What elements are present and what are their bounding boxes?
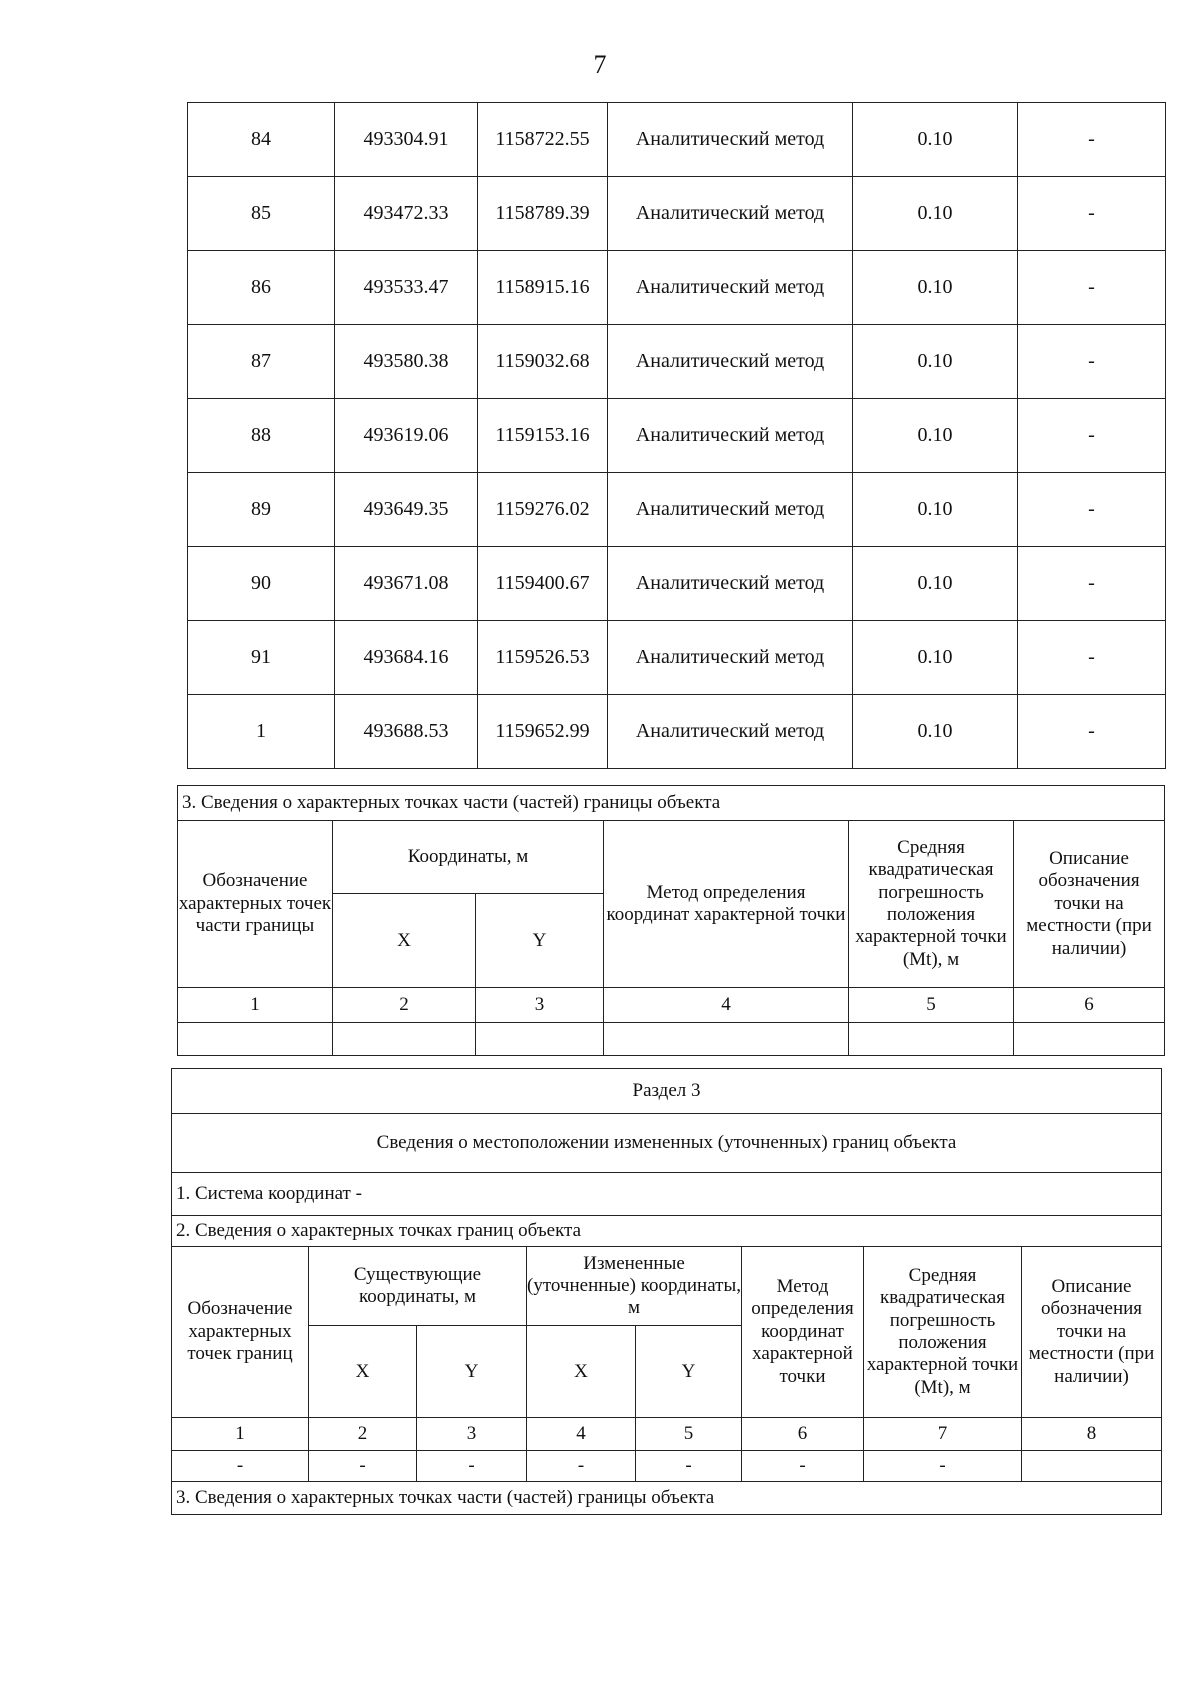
point-x: 493688.53 [335, 695, 478, 769]
point-method: Аналитический метод [608, 695, 853, 769]
table-row [188, 177, 1166, 251]
point-method: Аналитический метод [608, 547, 853, 621]
razdel3-title: Раздел 3 [172, 1069, 1162, 1114]
table-row [188, 251, 1166, 325]
table-row [188, 621, 1166, 695]
table-row [188, 103, 1166, 177]
point-y: 1159032.68 [478, 325, 608, 399]
parts-header-row-1 [178, 821, 1165, 894]
col-number: 6 [1014, 988, 1165, 1023]
table-row [188, 325, 1166, 399]
col-number: 3 [476, 988, 604, 1023]
razdel3-number-row [172, 1418, 1162, 1451]
point-mt: 0.10 [853, 177, 1018, 251]
razdel3-empty-row [172, 1451, 1162, 1482]
point-method: Аналитический метод [608, 325, 853, 399]
col-number: 4 [527, 1418, 636, 1451]
col-number: 7 [864, 1418, 1022, 1451]
point-mt: 0.10 [853, 547, 1018, 621]
razdel3-subtitle-row [172, 1114, 1162, 1173]
parts-empty-row [178, 1023, 1165, 1056]
empty-value-cell [1022, 1451, 1162, 1482]
r3-header-y1: Y [417, 1326, 527, 1418]
point-x: 493533.47 [335, 251, 478, 325]
col-number: 2 [333, 988, 476, 1023]
parts-section-heading: 3. Сведения о характерных точках части (частей) границы объекта [178, 786, 1165, 821]
header-designation: Обозначение характерных точек части границы [178, 821, 333, 988]
r3-header-designation: Обозначение характерных точек границ [172, 1247, 309, 1418]
page-number: 7 [593, 50, 607, 79]
r3-header-existing: Существующие координаты, м [309, 1247, 527, 1326]
empty-cell [1014, 1023, 1165, 1056]
empty-cell [476, 1023, 604, 1056]
coord-system-row [172, 1173, 1162, 1216]
razdel3-table [171, 1068, 1162, 1515]
table-row [188, 547, 1166, 621]
header-method: Метод определения координат характерной точки [604, 821, 849, 988]
col-number: 5 [849, 988, 1014, 1023]
parts-number-row [178, 988, 1165, 1023]
empty-cell [849, 1023, 1014, 1056]
point-number: 86 [188, 251, 335, 325]
point-y: 1159153.16 [478, 399, 608, 473]
point-desc: - [1018, 251, 1166, 325]
r3-header-x2: X [527, 1326, 636, 1418]
point-number: 90 [188, 547, 335, 621]
col-number: 4 [604, 988, 849, 1023]
empty-value-cell: - [742, 1451, 864, 1482]
point-method: Аналитический метод [608, 251, 853, 325]
point-y: 1159652.99 [478, 695, 608, 769]
razdel3-points-heading-row [172, 1216, 1162, 1247]
point-desc: - [1018, 547, 1166, 621]
r3-header-y2: Y [636, 1326, 742, 1418]
point-mt: 0.10 [853, 103, 1018, 177]
razdel3-header-row-1 [172, 1247, 1162, 1326]
point-x: 493684.16 [335, 621, 478, 695]
points-table [187, 102, 1166, 769]
point-y: 1158789.39 [478, 177, 608, 251]
razdel3-points-heading: 2. Сведения о характерных точках границ объекта [172, 1216, 1162, 1247]
empty-value-cell: - [309, 1451, 417, 1482]
point-number: 85 [188, 177, 335, 251]
col-number: 1 [172, 1418, 309, 1451]
coord-system: 1. Система координат - [172, 1173, 1162, 1216]
point-desc: - [1018, 399, 1166, 473]
point-desc: - [1018, 177, 1166, 251]
empty-value-cell: - [527, 1451, 636, 1482]
point-method: Аналитический метод [608, 177, 853, 251]
point-number: 89 [188, 473, 335, 547]
parts-table [177, 785, 1165, 1056]
r3-header-method: Метод определения координат характерной точки [742, 1247, 864, 1418]
col-number: 5 [636, 1418, 742, 1451]
header-coords: Координаты, м [333, 821, 604, 894]
point-y: 1159276.02 [478, 473, 608, 547]
point-number: 84 [188, 103, 335, 177]
point-mt: 0.10 [853, 621, 1018, 695]
point-desc: - [1018, 103, 1166, 177]
header-x: X [333, 894, 476, 988]
empty-value-cell: - [636, 1451, 742, 1482]
col-number: 2 [309, 1418, 417, 1451]
point-mt: 0.10 [853, 251, 1018, 325]
point-mt: 0.10 [853, 325, 1018, 399]
r3-header-x1: X [309, 1326, 417, 1418]
razdel3-parts-heading-row [172, 1482, 1162, 1515]
r3-header-desc: Описание обозначения точки на местности (при наличии) [1022, 1247, 1162, 1418]
point-y: 1159400.67 [478, 547, 608, 621]
point-desc: - [1018, 695, 1166, 769]
point-method: Аналитический метод [608, 103, 853, 177]
point-y: 1159526.53 [478, 621, 608, 695]
table-row [188, 695, 1166, 769]
point-method: Аналитический метод [608, 621, 853, 695]
empty-value-cell: - [864, 1451, 1022, 1482]
point-number: 88 [188, 399, 335, 473]
point-method: Аналитический метод [608, 473, 853, 547]
point-y: 1158915.16 [478, 251, 608, 325]
point-method: Аналитический метод [608, 399, 853, 473]
parts-section-heading-row [178, 786, 1165, 821]
table-row [188, 473, 1166, 547]
point-desc: - [1018, 325, 1166, 399]
point-number: 87 [188, 325, 335, 399]
col-number: 6 [742, 1418, 864, 1451]
col-number: 1 [178, 988, 333, 1023]
point-number: 1 [188, 695, 335, 769]
point-x: 493619.06 [335, 399, 478, 473]
empty-value-cell: - [417, 1451, 527, 1482]
r3-header-changed: Измененные (уточненные) координаты, м [527, 1247, 742, 1326]
razdel3-parts-heading: 3. Сведения о характерных точках части (частей) границы объекта [172, 1482, 1162, 1515]
col-number: 3 [417, 1418, 527, 1451]
r3-header-mt: Средняя квадратическая погрешность положения характерной точки (Mt), м [864, 1247, 1022, 1418]
point-x: 493304.91 [335, 103, 478, 177]
empty-cell [604, 1023, 849, 1056]
table-row [188, 399, 1166, 473]
header-y: Y [476, 894, 604, 988]
col-number: 8 [1022, 1418, 1162, 1451]
point-mt: 0.10 [853, 399, 1018, 473]
header-mt: Средняя квадратическая погрешность положения характерной точки (Mt), м [849, 821, 1014, 988]
point-desc: - [1018, 621, 1166, 695]
point-mt: 0.10 [853, 695, 1018, 769]
point-number: 91 [188, 621, 335, 695]
header-desc: Описание обозначения точки на местности (при наличии) [1014, 821, 1165, 988]
razdel3-subtitle: Сведения о местоположении измененных (уточненных) границ объекта [172, 1114, 1162, 1173]
empty-cell [333, 1023, 476, 1056]
point-x: 493671.08 [335, 547, 478, 621]
point-x: 493649.35 [335, 473, 478, 547]
point-x: 493472.33 [335, 177, 478, 251]
point-desc: - [1018, 473, 1166, 547]
empty-value-cell: - [172, 1451, 309, 1482]
razdel3-title-row [172, 1069, 1162, 1114]
empty-cell [178, 1023, 333, 1056]
point-mt: 0.10 [853, 473, 1018, 547]
point-y: 1158722.55 [478, 103, 608, 177]
point-x: 493580.38 [335, 325, 478, 399]
